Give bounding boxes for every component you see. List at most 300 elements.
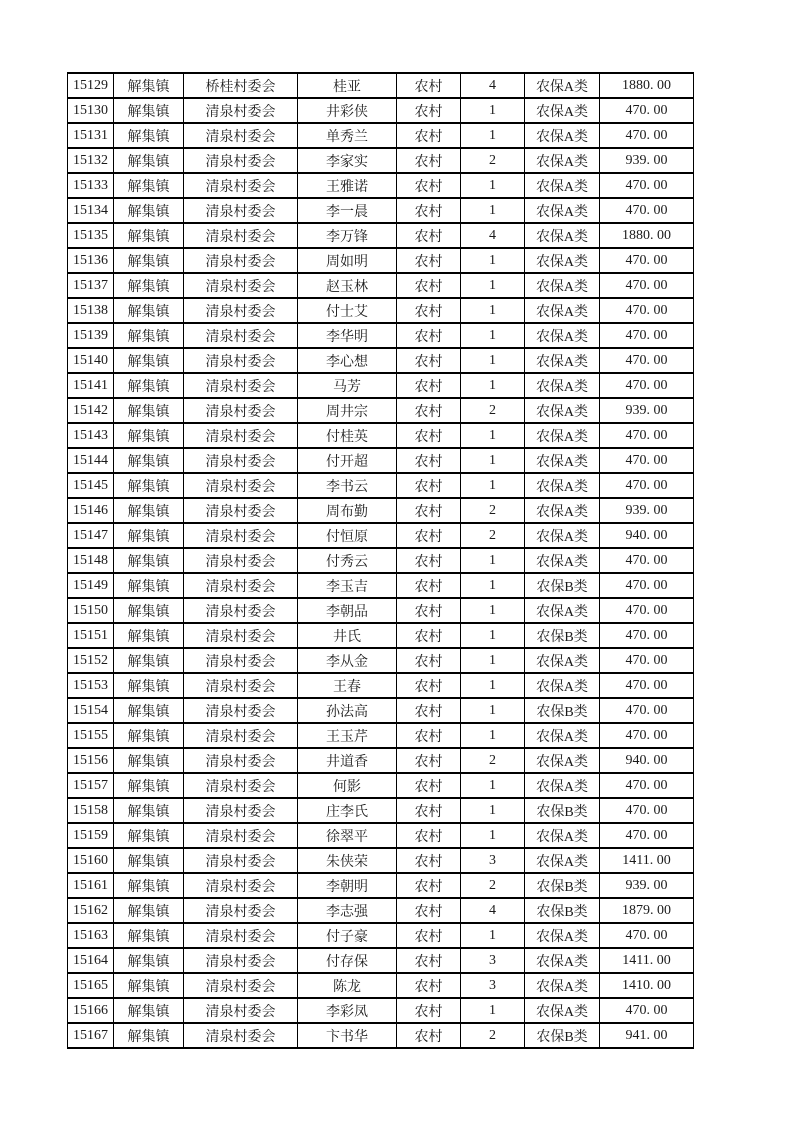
- cell-person-count: 4: [461, 223, 525, 248]
- cell-person-count: 2: [461, 748, 525, 773]
- cell-person-name: 李朝品: [298, 598, 397, 623]
- cell-person-name: 李华明: [298, 323, 397, 348]
- table-row: [68, 223, 694, 248]
- cell-amount: 470. 00: [600, 98, 694, 123]
- cell-serial-number: 15139: [68, 323, 114, 348]
- cell-town: 解集镇: [114, 673, 184, 698]
- cell-village-committee: 清泉村委会: [184, 698, 298, 723]
- cell-serial-number: 15141: [68, 373, 114, 398]
- cell-town: 解集镇: [114, 423, 184, 448]
- cell-insurance-type: 农保A类: [525, 123, 600, 148]
- cell-village-committee: 清泉村委会: [184, 798, 298, 823]
- cell-area-type: 农村: [397, 373, 461, 398]
- cell-insurance-type: 农保B类: [525, 898, 600, 923]
- table-row: [68, 498, 694, 523]
- cell-amount: 470. 00: [600, 173, 694, 198]
- cell-insurance-type: 农保A类: [525, 648, 600, 673]
- cell-person-name: 赵玉林: [298, 273, 397, 298]
- cell-person-name: 桂亚: [298, 73, 397, 98]
- cell-town: 解集镇: [114, 923, 184, 948]
- cell-person-name: 李书云: [298, 473, 397, 498]
- cell-town: 解集镇: [114, 248, 184, 273]
- cell-amount: 470. 00: [600, 823, 694, 848]
- cell-village-committee: 清泉村委会: [184, 223, 298, 248]
- cell-village-committee: 清泉村委会: [184, 973, 298, 998]
- table-row: [68, 1023, 694, 1048]
- cell-person-count: 1: [461, 573, 525, 598]
- cell-person-name: 井道香: [298, 748, 397, 773]
- table-row: [68, 648, 694, 673]
- table-row: [68, 298, 694, 323]
- cell-serial-number: 15161: [68, 873, 114, 898]
- cell-person-count: 2: [461, 873, 525, 898]
- cell-person-count: 1: [461, 798, 525, 823]
- cell-serial-number: 15166: [68, 998, 114, 1023]
- table-row: [68, 73, 694, 98]
- cell-area-type: 农村: [397, 973, 461, 998]
- cell-amount: 470. 00: [600, 573, 694, 598]
- table-row: [68, 848, 694, 873]
- cell-town: 解集镇: [114, 723, 184, 748]
- cell-serial-number: 15160: [68, 848, 114, 873]
- cell-insurance-type: 农保A类: [525, 273, 600, 298]
- cell-area-type: 农村: [397, 198, 461, 223]
- cell-village-committee: 清泉村委会: [184, 573, 298, 598]
- cell-town: 解集镇: [114, 773, 184, 798]
- cell-amount: 1411. 00: [600, 948, 694, 973]
- cell-town: 解集镇: [114, 173, 184, 198]
- cell-insurance-type: 农保A类: [525, 548, 600, 573]
- cell-town: 解集镇: [114, 123, 184, 148]
- cell-area-type: 农村: [397, 523, 461, 548]
- cell-amount: 939. 00: [600, 148, 694, 173]
- cell-serial-number: 15157: [68, 773, 114, 798]
- table-row: [68, 98, 694, 123]
- cell-person-count: 1: [461, 998, 525, 1023]
- cell-village-committee: 清泉村委会: [184, 398, 298, 423]
- cell-serial-number: 15148: [68, 548, 114, 573]
- cell-town: 解集镇: [114, 898, 184, 923]
- cell-insurance-type: 农保A类: [525, 173, 600, 198]
- cell-insurance-type: 农保A类: [525, 723, 600, 748]
- cell-town: 解集镇: [114, 848, 184, 873]
- cell-person-count: 1: [461, 298, 525, 323]
- cell-amount: 470. 00: [600, 448, 694, 473]
- cell-serial-number: 15145: [68, 473, 114, 498]
- table-row: [68, 598, 694, 623]
- table-row: [68, 773, 694, 798]
- cell-village-committee: 清泉村委会: [184, 473, 298, 498]
- cell-person-name: 李万锋: [298, 223, 397, 248]
- table-row: [68, 748, 694, 773]
- cell-area-type: 农村: [397, 273, 461, 298]
- cell-insurance-type: 农保B类: [525, 873, 600, 898]
- cell-amount: 470. 00: [600, 423, 694, 448]
- cell-insurance-type: 农保A类: [525, 373, 600, 398]
- cell-amount: 1410. 00: [600, 973, 694, 998]
- cell-area-type: 农村: [397, 723, 461, 748]
- cell-village-committee: 清泉村委会: [184, 98, 298, 123]
- cell-serial-number: 15144: [68, 448, 114, 473]
- cell-town: 解集镇: [114, 273, 184, 298]
- cell-area-type: 农村: [397, 398, 461, 423]
- cell-town: 解集镇: [114, 1023, 184, 1048]
- cell-person-name: 付开超: [298, 448, 397, 473]
- cell-insurance-type: 农保A类: [525, 498, 600, 523]
- cell-town: 解集镇: [114, 873, 184, 898]
- cell-area-type: 农村: [397, 873, 461, 898]
- cell-person-name: 李彩凤: [298, 998, 397, 1023]
- cell-amount: 470. 00: [600, 298, 694, 323]
- cell-person-count: 1: [461, 923, 525, 948]
- cell-person-count: 2: [461, 498, 525, 523]
- cell-amount: 1411. 00: [600, 848, 694, 873]
- cell-insurance-type: 农保A类: [525, 248, 600, 273]
- cell-area-type: 农村: [397, 848, 461, 873]
- cell-village-committee: 清泉村委会: [184, 373, 298, 398]
- cell-insurance-type: 农保A类: [525, 773, 600, 798]
- cell-person-count: 3: [461, 973, 525, 998]
- cell-person-name: 李从金: [298, 648, 397, 673]
- table-row: [68, 198, 694, 223]
- cell-area-type: 农村: [397, 323, 461, 348]
- cell-serial-number: 15158: [68, 798, 114, 823]
- cell-person-name: 李家实: [298, 148, 397, 173]
- cell-town: 解集镇: [114, 798, 184, 823]
- cell-person-count: 1: [461, 648, 525, 673]
- cell-village-committee: 清泉村委会: [184, 423, 298, 448]
- cell-town: 解集镇: [114, 223, 184, 248]
- cell-amount: 941. 00: [600, 1023, 694, 1048]
- cell-amount: 470. 00: [600, 598, 694, 623]
- cell-amount: 470. 00: [600, 923, 694, 948]
- cell-person-name: 王春: [298, 673, 397, 698]
- cell-village-committee: 清泉村委会: [184, 748, 298, 773]
- cell-insurance-type: 农保A类: [525, 98, 600, 123]
- cell-serial-number: 15164: [68, 948, 114, 973]
- cell-person-count: 4: [461, 73, 525, 98]
- cell-insurance-type: 农保A类: [525, 473, 600, 498]
- cell-area-type: 农村: [397, 498, 461, 523]
- cell-village-committee: 清泉村委会: [184, 623, 298, 648]
- cell-amount: 1880. 00: [600, 223, 694, 248]
- cell-insurance-type: 农保A类: [525, 948, 600, 973]
- cell-village-committee: 清泉村委会: [184, 898, 298, 923]
- cell-area-type: 农村: [397, 148, 461, 173]
- cell-amount: 470. 00: [600, 648, 694, 673]
- cell-village-committee: 清泉村委会: [184, 248, 298, 273]
- cell-amount: 470. 00: [600, 998, 694, 1023]
- cell-amount: 470. 00: [600, 623, 694, 648]
- cell-amount: 470. 00: [600, 373, 694, 398]
- cell-town: 解集镇: [114, 973, 184, 998]
- cell-serial-number: 15133: [68, 173, 114, 198]
- cell-amount: 470. 00: [600, 698, 694, 723]
- cell-person-name: 王玉芹: [298, 723, 397, 748]
- cell-serial-number: 15156: [68, 748, 114, 773]
- cell-person-count: 1: [461, 773, 525, 798]
- cell-person-name: 李朝明: [298, 873, 397, 898]
- table-body: [68, 73, 694, 1048]
- cell-village-committee: 清泉村委会: [184, 523, 298, 548]
- cell-insurance-type: 农保A类: [525, 748, 600, 773]
- cell-insurance-type: 农保A类: [525, 998, 600, 1023]
- cell-area-type: 农村: [397, 573, 461, 598]
- cell-serial-number: 15154: [68, 698, 114, 723]
- table-row: [68, 373, 694, 398]
- table-row: [68, 273, 694, 298]
- cell-area-type: 农村: [397, 98, 461, 123]
- cell-village-committee: 清泉村委会: [184, 823, 298, 848]
- cell-person-count: 2: [461, 523, 525, 548]
- cell-serial-number: 15149: [68, 573, 114, 598]
- cell-insurance-type: 农保A类: [525, 148, 600, 173]
- cell-amount: 940. 00: [600, 748, 694, 773]
- cell-person-count: 1: [461, 423, 525, 448]
- cell-village-committee: 清泉村委会: [184, 998, 298, 1023]
- cell-person-count: 2: [461, 148, 525, 173]
- cell-person-count: 1: [461, 198, 525, 223]
- cell-person-name: 庄李氏: [298, 798, 397, 823]
- cell-area-type: 农村: [397, 248, 461, 273]
- cell-person-name: 单秀兰: [298, 123, 397, 148]
- cell-village-committee: 清泉村委会: [184, 348, 298, 373]
- cell-village-committee: 清泉村委会: [184, 148, 298, 173]
- cell-town: 解集镇: [114, 698, 184, 723]
- table-row: [68, 348, 694, 373]
- table-row: [68, 573, 694, 598]
- cell-serial-number: 15167: [68, 1023, 114, 1048]
- table-row: [68, 148, 694, 173]
- cell-serial-number: 15143: [68, 423, 114, 448]
- cell-amount: 1880. 00: [600, 73, 694, 98]
- cell-person-name: 陈龙: [298, 973, 397, 998]
- cell-village-committee: 清泉村委会: [184, 673, 298, 698]
- cell-town: 解集镇: [114, 473, 184, 498]
- cell-village-committee: 清泉村委会: [184, 498, 298, 523]
- cell-person-name: 王雅诺: [298, 173, 397, 198]
- cell-serial-number: 15150: [68, 598, 114, 623]
- cell-area-type: 农村: [397, 948, 461, 973]
- cell-area-type: 农村: [397, 448, 461, 473]
- cell-insurance-type: 农保A类: [525, 973, 600, 998]
- cell-amount: 470. 00: [600, 723, 694, 748]
- table-row: [68, 873, 694, 898]
- cell-amount: 470. 00: [600, 673, 694, 698]
- cell-area-type: 农村: [397, 423, 461, 448]
- cell-person-name: 井氏: [298, 623, 397, 648]
- table-row: [68, 173, 694, 198]
- table-row: [68, 323, 694, 348]
- cell-town: 解集镇: [114, 198, 184, 223]
- cell-person-count: 4: [461, 898, 525, 923]
- cell-insurance-type: 农保A类: [525, 848, 600, 873]
- cell-area-type: 农村: [397, 173, 461, 198]
- cell-person-count: 1: [461, 673, 525, 698]
- cell-village-committee: 清泉村委会: [184, 923, 298, 948]
- cell-insurance-type: 农保B类: [525, 798, 600, 823]
- cell-insurance-type: 农保B类: [525, 698, 600, 723]
- cell-person-name: 马芳: [298, 373, 397, 398]
- cell-amount: 1879. 00: [600, 898, 694, 923]
- cell-person-name: 付士艾: [298, 298, 397, 323]
- cell-insurance-type: 农保A类: [525, 348, 600, 373]
- table-row: [68, 623, 694, 648]
- cell-town: 解集镇: [114, 648, 184, 673]
- table-row: [68, 448, 694, 473]
- cell-amount: 470. 00: [600, 473, 694, 498]
- cell-insurance-type: 农保A类: [525, 423, 600, 448]
- cell-person-name: 何影: [298, 773, 397, 798]
- table-row: [68, 998, 694, 1023]
- cell-village-committee: 清泉村委会: [184, 1023, 298, 1048]
- table-row: [68, 698, 694, 723]
- cell-person-name: 朱侠荣: [298, 848, 397, 873]
- cell-amount: 470. 00: [600, 123, 694, 148]
- cell-insurance-type: 农保A类: [525, 523, 600, 548]
- cell-town: 解集镇: [114, 998, 184, 1023]
- cell-village-committee: 清泉村委会: [184, 598, 298, 623]
- cell-insurance-type: 农保A类: [525, 73, 600, 98]
- cell-town: 解集镇: [114, 748, 184, 773]
- cell-village-committee: 清泉村委会: [184, 448, 298, 473]
- cell-person-count: 1: [461, 248, 525, 273]
- cell-serial-number: 15151: [68, 623, 114, 648]
- cell-person-count: 1: [461, 723, 525, 748]
- cell-person-name: 付恒原: [298, 523, 397, 548]
- table-row: [68, 473, 694, 498]
- cell-town: 解集镇: [114, 323, 184, 348]
- cell-village-committee: 清泉村委会: [184, 648, 298, 673]
- cell-person-name: 李心想: [298, 348, 397, 373]
- cell-amount: 939. 00: [600, 873, 694, 898]
- cell-person-name: 付桂英: [298, 423, 397, 448]
- cell-person-name: 周如明: [298, 248, 397, 273]
- cell-person-name: 周布勤: [298, 498, 397, 523]
- cell-amount: 470. 00: [600, 273, 694, 298]
- cell-village-committee: 清泉村委会: [184, 173, 298, 198]
- cell-serial-number: 15136: [68, 248, 114, 273]
- cell-area-type: 农村: [397, 473, 461, 498]
- cell-serial-number: 15135: [68, 223, 114, 248]
- cell-serial-number: 15159: [68, 823, 114, 848]
- cell-insurance-type: 农保A类: [525, 198, 600, 223]
- cell-person-name: 周井宗: [298, 398, 397, 423]
- cell-person-count: 1: [461, 548, 525, 573]
- cell-town: 解集镇: [114, 548, 184, 573]
- cell-amount: 939. 00: [600, 398, 694, 423]
- cell-person-count: 1: [461, 598, 525, 623]
- cell-insurance-type: 农保A类: [525, 923, 600, 948]
- cell-town: 解集镇: [114, 948, 184, 973]
- cell-town: 解集镇: [114, 573, 184, 598]
- cell-insurance-type: 农保A类: [525, 323, 600, 348]
- cell-insurance-type: 农保A类: [525, 598, 600, 623]
- cell-amount: 939. 00: [600, 498, 694, 523]
- cell-serial-number: 15163: [68, 923, 114, 948]
- cell-insurance-type: 农保A类: [525, 823, 600, 848]
- cell-person-count: 1: [461, 323, 525, 348]
- cell-person-count: 3: [461, 848, 525, 873]
- cell-village-committee: 清泉村委会: [184, 848, 298, 873]
- cell-person-count: 1: [461, 173, 525, 198]
- cell-town: 解集镇: [114, 598, 184, 623]
- cell-village-committee: 清泉村委会: [184, 873, 298, 898]
- cell-area-type: 农村: [397, 623, 461, 648]
- cell-area-type: 农村: [397, 348, 461, 373]
- cell-serial-number: 15147: [68, 523, 114, 548]
- table-row: [68, 948, 694, 973]
- cell-serial-number: 15134: [68, 198, 114, 223]
- cell-amount: 940. 00: [600, 523, 694, 548]
- table-row: [68, 798, 694, 823]
- cell-village-committee: 清泉村委会: [184, 123, 298, 148]
- cell-insurance-type: 农保A类: [525, 398, 600, 423]
- cell-serial-number: 15131: [68, 123, 114, 148]
- cell-area-type: 农村: [397, 998, 461, 1023]
- cell-insurance-type: 农保A类: [525, 298, 600, 323]
- table-row: [68, 973, 694, 998]
- table-row: [68, 423, 694, 448]
- cell-insurance-type: 农保A类: [525, 448, 600, 473]
- cell-village-committee: 清泉村委会: [184, 773, 298, 798]
- cell-serial-number: 15132: [68, 148, 114, 173]
- cell-person-count: 1: [461, 348, 525, 373]
- cell-area-type: 农村: [397, 773, 461, 798]
- cell-person-name: 卞书华: [298, 1023, 397, 1048]
- cell-area-type: 农村: [397, 898, 461, 923]
- cell-person-count: 2: [461, 1023, 525, 1048]
- cell-area-type: 农村: [397, 673, 461, 698]
- cell-person-name: 孙法高: [298, 698, 397, 723]
- cell-person-count: 1: [461, 623, 525, 648]
- cell-town: 解集镇: [114, 73, 184, 98]
- cell-serial-number: 15142: [68, 398, 114, 423]
- cell-serial-number: 15129: [68, 73, 114, 98]
- cell-person-count: 3: [461, 948, 525, 973]
- cell-town: 解集镇: [114, 373, 184, 398]
- cell-person-name: 李一晨: [298, 198, 397, 223]
- cell-serial-number: 15152: [68, 648, 114, 673]
- cell-village-committee: 清泉村委会: [184, 298, 298, 323]
- cell-area-type: 农村: [397, 698, 461, 723]
- table-row: [68, 548, 694, 573]
- cell-person-name: 徐翠平: [298, 823, 397, 848]
- table-row: [68, 523, 694, 548]
- cell-amount: 470. 00: [600, 773, 694, 798]
- cell-town: 解集镇: [114, 148, 184, 173]
- cell-serial-number: 15137: [68, 273, 114, 298]
- cell-amount: 470. 00: [600, 248, 694, 273]
- cell-person-count: 1: [461, 448, 525, 473]
- cell-amount: 470. 00: [600, 348, 694, 373]
- cell-area-type: 农村: [397, 823, 461, 848]
- cell-area-type: 农村: [397, 798, 461, 823]
- cell-town: 解集镇: [114, 623, 184, 648]
- cell-town: 解集镇: [114, 398, 184, 423]
- insurance-roster-table: [67, 72, 694, 1049]
- cell-person-name: 付子豪: [298, 923, 397, 948]
- cell-person-name: 李玉吉: [298, 573, 397, 598]
- cell-insurance-type: 农保B类: [525, 623, 600, 648]
- cell-area-type: 农村: [397, 648, 461, 673]
- cell-person-name: 付秀云: [298, 548, 397, 573]
- table-row: [68, 723, 694, 748]
- cell-town: 解集镇: [114, 448, 184, 473]
- cell-person-count: 1: [461, 123, 525, 148]
- cell-serial-number: 15153: [68, 673, 114, 698]
- cell-serial-number: 15146: [68, 498, 114, 523]
